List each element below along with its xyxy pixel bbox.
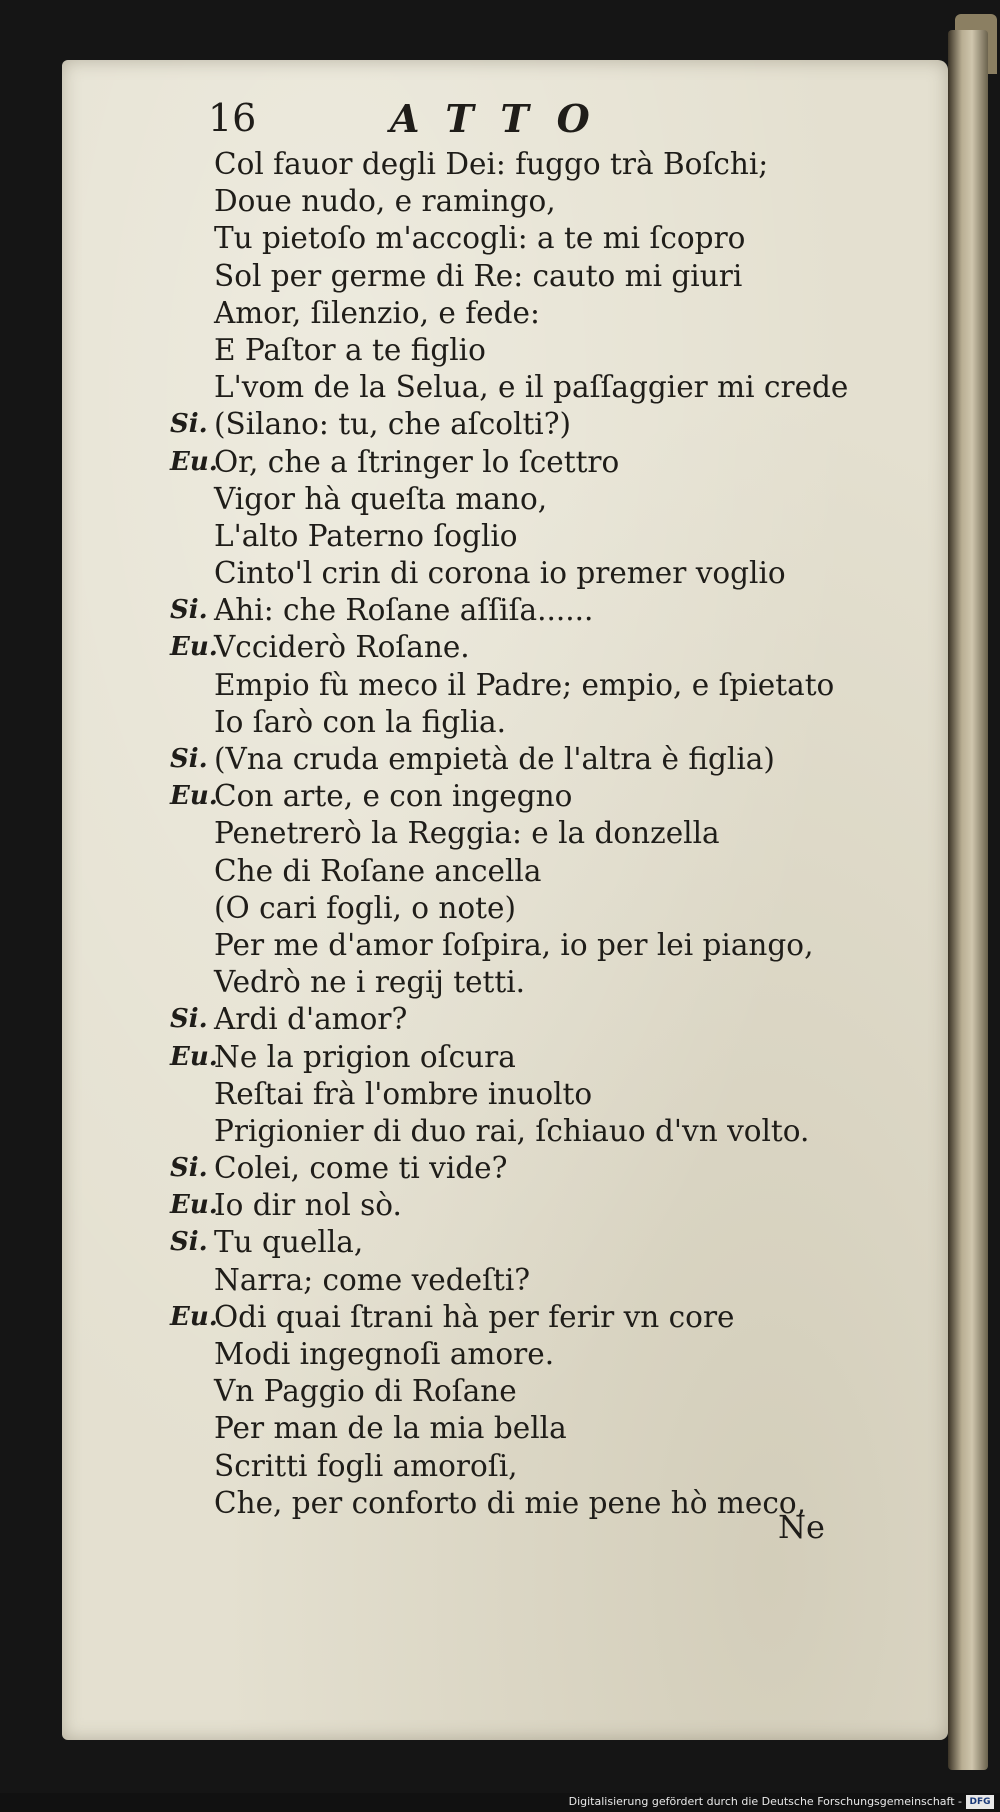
verse-text-line: Tu quella, <box>214 1225 364 1260</box>
verse-text-line: L'vom de la Selua, e il paſſaggier mi crede <box>214 370 849 405</box>
speaker-label: Eu. <box>170 1301 218 1332</box>
verse-text-line: Io ſarò con la figlia. <box>214 704 506 739</box>
verse-text-line: (O cari fogli, o note) <box>214 890 517 925</box>
verse-text-line: Vn Paggio di Roſane <box>214 1374 517 1409</box>
verse-text-line: Ardi d'amor? <box>214 1002 408 1037</box>
catchword: Ne <box>778 1508 825 1546</box>
verse-text-line: Narra; come vedeſti? <box>214 1262 531 1297</box>
running-title: ATTO <box>390 96 618 141</box>
speaker-label: Si. <box>170 595 208 626</box>
verse-line <box>0 146 1000 183</box>
verse-text-line: Ne la prigion oſcura <box>214 1039 516 1074</box>
verse-text <box>0 146 1000 1522</box>
verse-text-line: Modi ingegnoſi amore. <box>214 1337 555 1371</box>
speaker-label: Si. <box>170 409 208 440</box>
page-number: 16 <box>208 96 257 140</box>
page-header <box>208 96 668 142</box>
verse-line <box>0 1336 1000 1373</box>
speaker-label: Si. <box>170 1004 208 1035</box>
verse-text-line: Per me d'amor ſoſpira, io per lei piango, <box>214 927 814 962</box>
verse-line <box>0 1299 1000 1336</box>
speaker-label: Eu. <box>170 1041 218 1072</box>
verse-text-line: Cinto'l crin di corona io premer voglio <box>214 556 786 591</box>
verse-text-line: Io dir nol sò. <box>214 1188 402 1223</box>
verse-line <box>0 369 1000 406</box>
verse-line <box>0 332 1000 369</box>
verse-text-line: Or, che a ſtringer lo ſcettro <box>214 444 620 479</box>
verse-line <box>0 1076 1000 1113</box>
verse-line <box>0 406 1000 443</box>
verse-text-line: Tu pietoſo m'accogli: a te mi ſcopro <box>214 221 746 256</box>
verse-text-line: Reſtai frà l'ombre inuolto <box>214 1076 593 1111</box>
verse-text-line: (Silano: tu, che aſcolti?) <box>214 407 572 442</box>
verse-line <box>0 927 1000 964</box>
verse-line <box>0 1448 1000 1485</box>
verse-line <box>0 1150 1000 1187</box>
verse-line <box>0 518 1000 555</box>
verse-line <box>0 667 1000 704</box>
verse-text-line: (Vna cruda empietà de l'altra è figlia) <box>214 742 775 776</box>
verse-text-line: Col fauor degli Dei: fuggo trà Boſchi; <box>214 147 769 181</box>
speaker-label: Si. <box>170 1153 208 1184</box>
verse-line <box>0 1113 1000 1150</box>
verse-line <box>0 1485 1000 1522</box>
verse-line <box>0 964 1000 1001</box>
verse-text-line: Prigionier di duo rai, ſchiauo d'vn volto. <box>214 1113 810 1148</box>
verse-text-line: Empio fù meco il Padre; empio, e ſpietato <box>214 667 835 702</box>
verse-line <box>0 741 1000 778</box>
verse-line <box>0 1410 1000 1447</box>
verse-line <box>0 295 1000 332</box>
speaker-label: Eu. <box>170 446 218 477</box>
verse-line <box>0 220 1000 257</box>
verse-line <box>0 1224 1000 1261</box>
verse-text-line: E Paſtor a te figlio <box>214 332 486 367</box>
verse-text-line: L'alto Paterno ſoglio <box>214 518 518 553</box>
verse-line <box>0 258 1000 295</box>
verse-line <box>0 778 1000 815</box>
speaker-label: Eu. <box>170 781 218 812</box>
verse-line <box>0 1039 1000 1076</box>
verse-text-line: Amor, ſilenzio, e fede: <box>214 295 540 330</box>
verse-text-line: Sol per germe di Re: cauto mi giuri <box>214 258 743 293</box>
speaker-label: Si. <box>170 744 208 774</box>
verse-line <box>0 481 1000 518</box>
verse-text-line: Ahi: che Roſane aſſiſa...... <box>214 593 594 628</box>
speaker-label: Eu. <box>170 1190 218 1221</box>
verse-text-line: Doue nudo, e ramingo, <box>214 184 556 219</box>
verse-text-line: Con arte, e con ingegno <box>214 779 573 814</box>
verse-line <box>0 815 1000 852</box>
verse-text-line: Che di Roſane ancella <box>214 853 542 888</box>
verse-text-line: Vcciderò Roſane. <box>214 630 470 665</box>
footer-credit: Digitalisierung gefördert durch die Deutsche Forschungsgemeinschaft - <box>568 1795 962 1808</box>
verse-text-line: Che, per conforto di mie pene hò meco, <box>214 1485 807 1520</box>
verse-line <box>0 183 1000 220</box>
verse-line <box>0 704 1000 741</box>
verse-text-line: Penetrerò la Reggia: e la donzella <box>214 816 720 851</box>
verse-line <box>0 1373 1000 1410</box>
verse-text-line: Odi quai ſtrani hà per ferir vn core <box>214 1299 735 1334</box>
verse-line <box>0 1187 1000 1224</box>
footer-bar <box>0 1793 1000 1812</box>
verse-line <box>0 1262 1000 1299</box>
speaker-label: Eu. <box>170 632 218 663</box>
verse-text-line: Per man de la mia bella <box>214 1411 567 1446</box>
verse-line <box>0 555 1000 592</box>
speaker-label: Si. <box>170 1227 208 1258</box>
verse-text-line: Colei, come ti vide? <box>214 1151 508 1186</box>
verse-text-line: Vedrò ne i regij tetti. <box>214 965 526 1000</box>
verse-line <box>0 592 1000 629</box>
verse-text-line: Scritti fogli amoroſi, <box>214 1448 518 1483</box>
verse-text-line: Vigor hà queſta mano, <box>214 481 548 516</box>
verse-line <box>0 1001 1000 1038</box>
verse-line <box>0 853 1000 890</box>
verse-line <box>0 629 1000 666</box>
verse-line <box>0 444 1000 481</box>
dfg-logo: DFG <box>966 1795 994 1809</box>
verse-line <box>0 890 1000 927</box>
